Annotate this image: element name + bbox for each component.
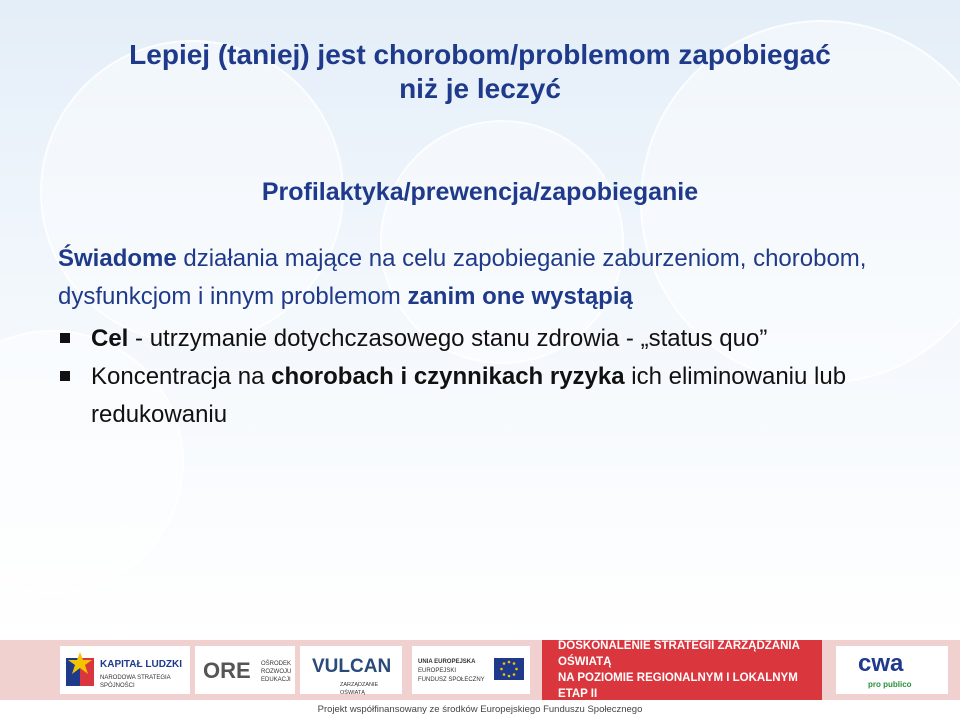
bullet-2-before: Koncentracja na	[91, 363, 272, 390]
intro-text: działania mające na celu zapobieganie zaburzeniom, chorobom, dysfunkcjom i innym problemom	[58, 245, 867, 310]
strategy-line-1: DOSKONALENIE STRATEGII ZARZĄDZANIA OŚWIATĄ	[558, 640, 800, 668]
bullet-1-bold: Cel	[91, 325, 129, 352]
footer	[0, 640, 960, 720]
eu-flag-icon	[494, 658, 524, 680]
cwa-name: cwa	[858, 650, 904, 677]
cwa-logo	[836, 646, 948, 694]
bullet-1-text: - utrzymanie dotychczasowego stanu zdrowia - „status quo”	[128, 325, 768, 352]
kapital-ludzki-mark-icon	[66, 650, 96, 690]
ore-name: ORE	[203, 658, 251, 683]
ore-logo	[195, 646, 295, 694]
ue-line-3: FUNDUSZ SPOŁECZNY	[418, 677, 485, 683]
intro-paragraph	[58, 240, 918, 316]
bullet-2-after: ich eliminowaniu lub redukowaniu	[91, 363, 847, 428]
intro-bold-end: zanim one wystąpią	[407, 283, 633, 310]
kapital-ludzki-subtitle: NARODOWA STRATEGIA SPÓJNOŚCI	[100, 675, 171, 689]
title-line-1: Lepiej (taniej) jest chorobom/problemom zapobiegać	[129, 39, 831, 70]
vulcan-name: VULCAN	[312, 656, 392, 677]
bullet-2-bold: chorobach i czynnikach ryzyka	[271, 363, 625, 390]
title-line-2: niż je leczyć	[399, 73, 561, 104]
ue-line-1: UNIA EUROPEJSKA	[418, 659, 476, 665]
square-bullet-icon	[60, 371, 70, 381]
bullet-item	[58, 358, 918, 434]
ore-line-3: EDUKACJI	[261, 677, 291, 683]
kapital-ludzki-title: KAPITAŁ LUDZKI	[100, 659, 183, 670]
strategy-banner	[542, 640, 822, 700]
footer-note: Projekt współfinansowany ze środków Europejskiego Funduszu Społecznego	[317, 704, 643, 715]
square-bullet-icon	[60, 333, 70, 343]
slide-subtitle: Profilaktyka/prewencja/zapobieganie	[261, 178, 699, 206]
ue-line-2: EUROPEJSKI	[418, 668, 457, 674]
kapital-ludzki-logo	[60, 646, 190, 694]
vulcan-tag: ZARZĄDZANIE OŚWIATĄ	[340, 682, 379, 696]
vulcan-logo	[300, 646, 402, 694]
strategy-line-2: NA POZIOMIE REGIONALNYM I LOKALNYM ETAP II	[558, 672, 798, 700]
eu-fund-logo	[412, 646, 530, 694]
ore-line-1: OŚRODEK	[261, 661, 292, 667]
slide-title	[40, 38, 920, 106]
bullet-list	[58, 320, 918, 434]
cwa-tag: pro publico	[868, 680, 912, 689]
bullet-item	[58, 320, 918, 358]
intro-bold-start: Świadome	[58, 245, 177, 272]
slide-body	[58, 240, 918, 434]
ore-line-2: ROZWOJU	[261, 669, 292, 675]
